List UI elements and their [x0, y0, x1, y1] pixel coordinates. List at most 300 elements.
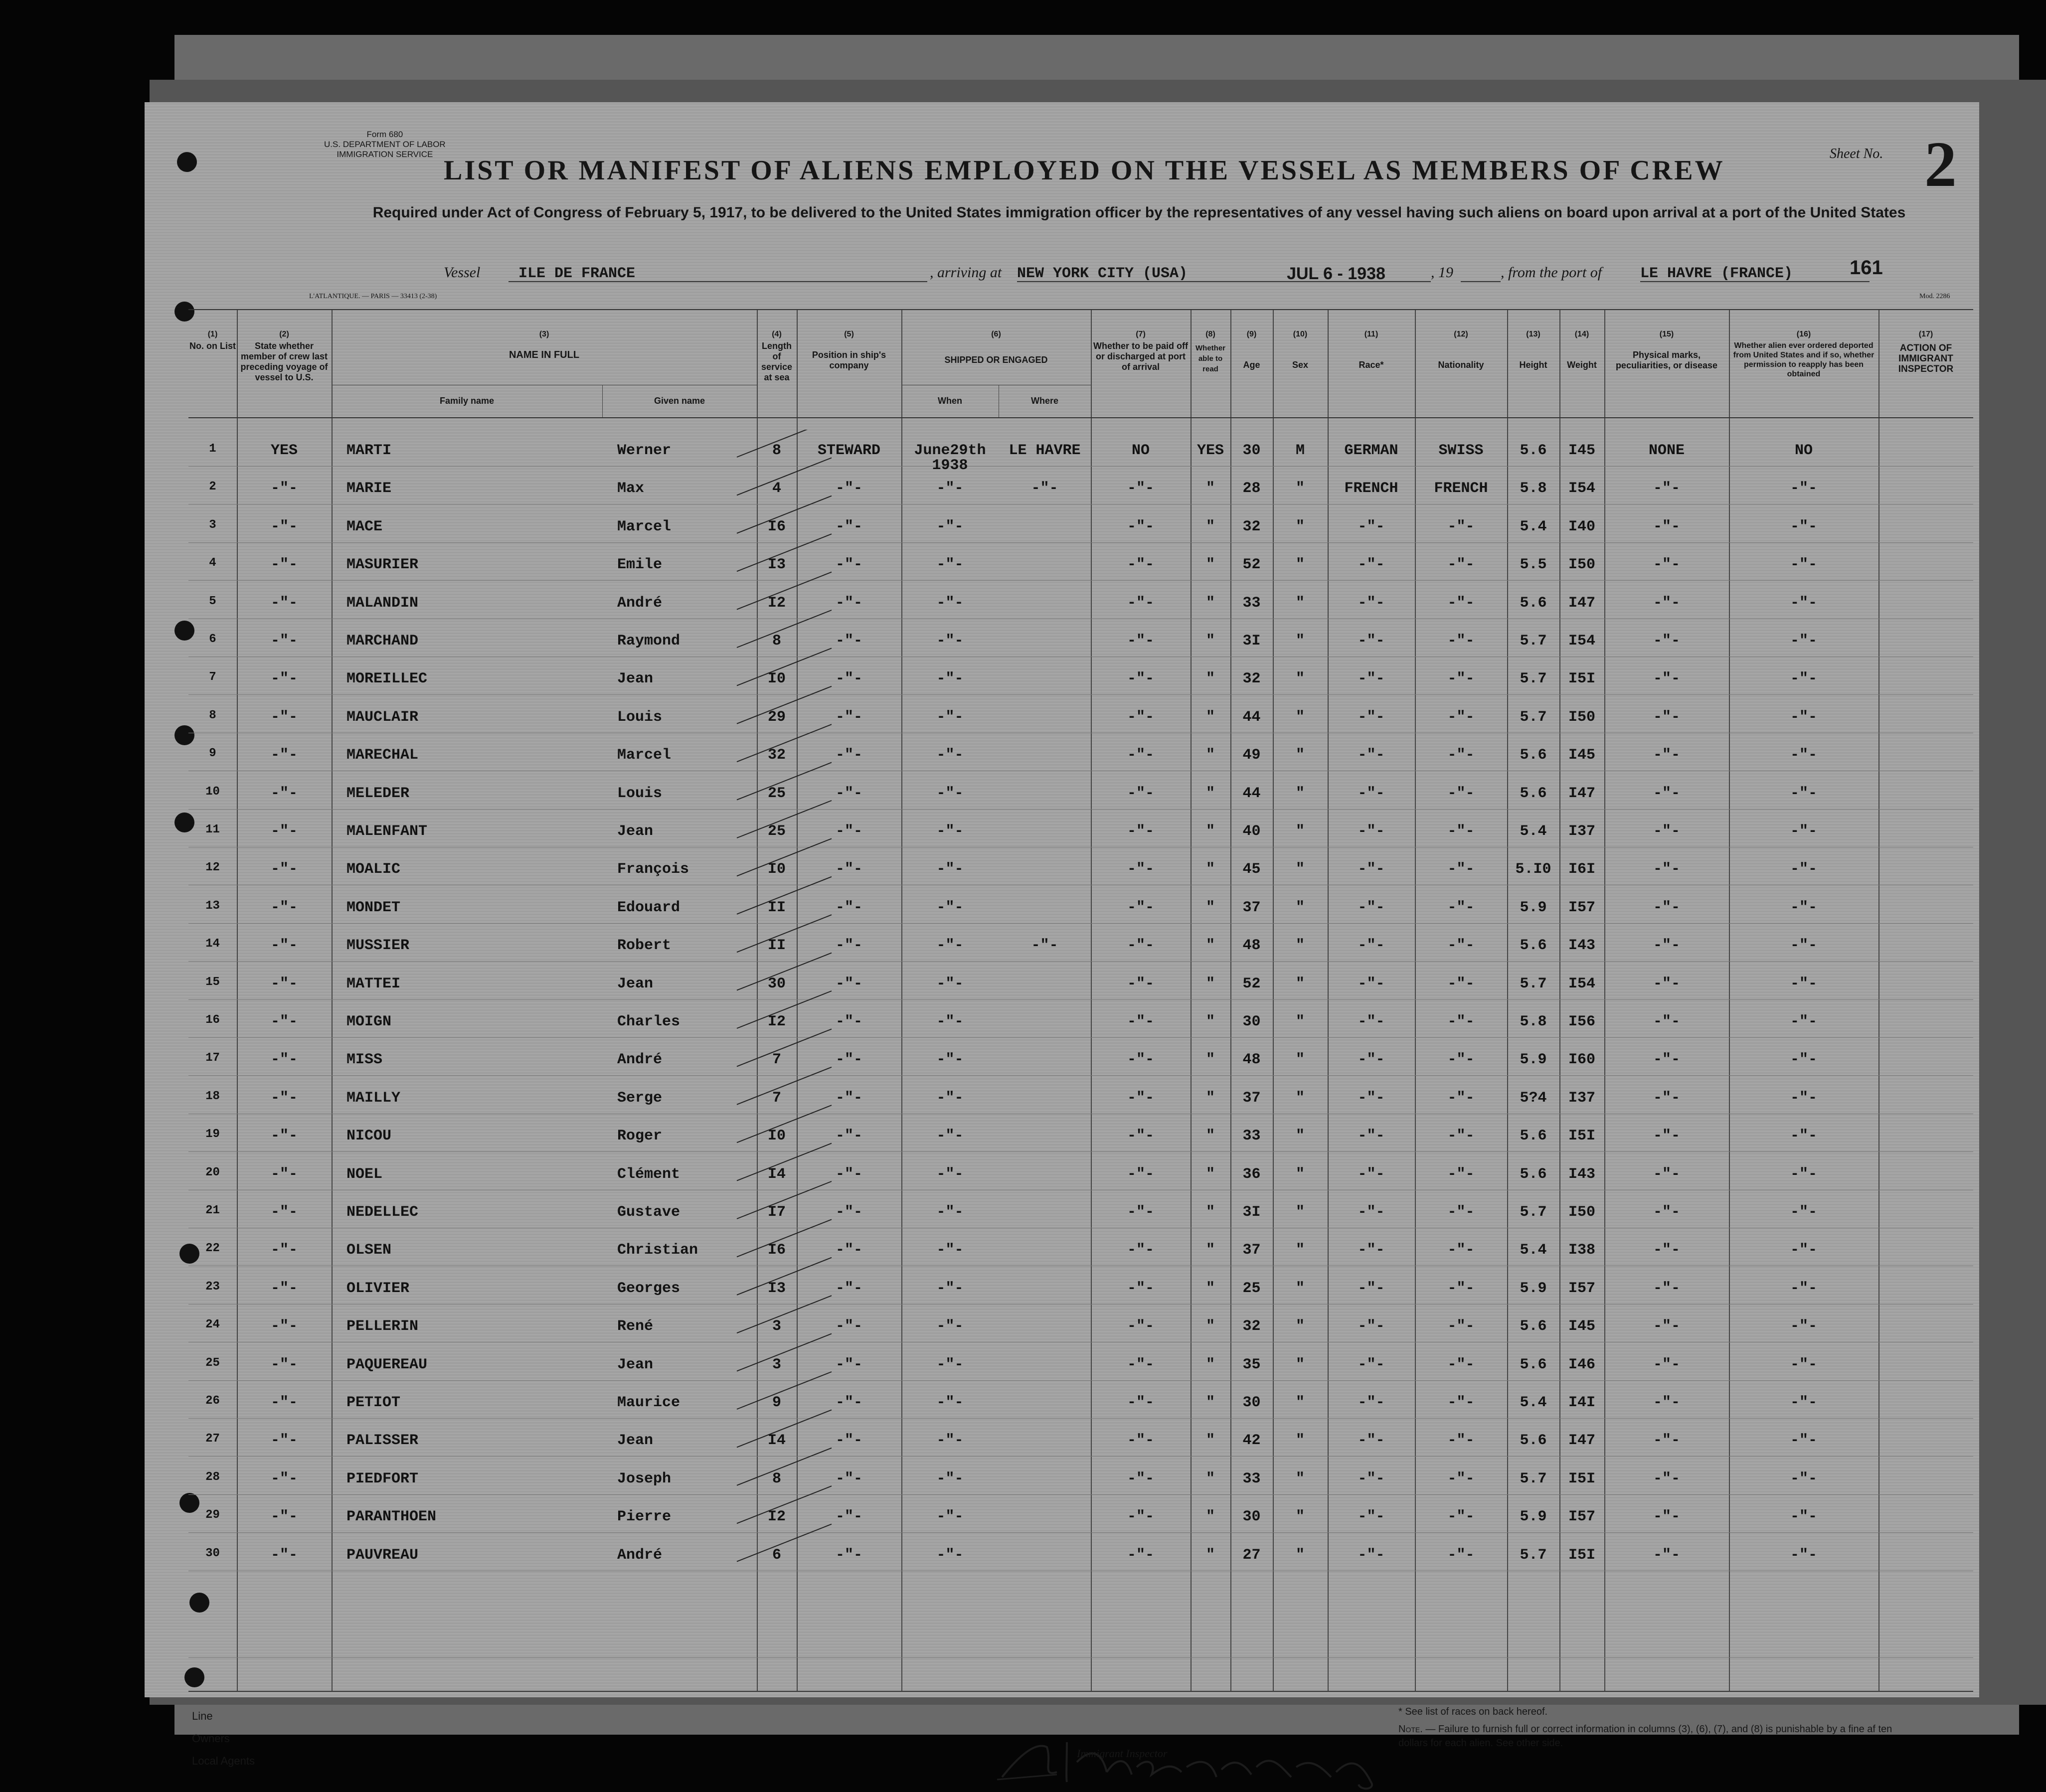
cell-previous-voyage: -"- [270, 1165, 298, 1183]
cell-paid-off: -"- [1127, 1013, 1154, 1030]
cell-race: -"- [1358, 975, 1385, 992]
cell-paid-off: -"- [1127, 937, 1154, 955]
cell-race: -"- [1358, 1051, 1385, 1069]
cell-shipped-when: -"- [936, 594, 964, 612]
cell-paid-off: NO [1131, 442, 1150, 459]
cell-shipped-when: -"- [936, 518, 964, 535]
cell-row-number: 19 [205, 1128, 220, 1141]
cell-position: -"- [835, 1165, 862, 1183]
cell-able-to-read: " [1205, 1470, 1215, 1487]
cell-sex: " [1295, 670, 1305, 688]
cell-able-to-read: " [1205, 708, 1215, 726]
cell-shipped-when: -"- [936, 937, 964, 955]
from-port: LE HAVRE (FRANCE) [1640, 265, 1793, 282]
cell-age: 44 [1242, 708, 1261, 726]
cell-paid-off: -"- [1127, 1356, 1154, 1373]
cell-shipped-when: -"- [936, 1089, 964, 1107]
cell-row-number: 29 [205, 1508, 220, 1522]
cell-age: 3I [1242, 633, 1261, 650]
cell-service-length: I6 [767, 518, 786, 535]
department: U.S. DEPARTMENT OF LABOR [324, 140, 446, 149]
cell-position: -"- [835, 975, 862, 992]
cell-able-to-read: " [1205, 1165, 1215, 1183]
cell-age: 49 [1242, 747, 1261, 764]
cell-paid-off: -"- [1127, 899, 1154, 916]
cell-row-number: 13 [205, 899, 220, 913]
cell-able-to-read: " [1205, 670, 1215, 688]
cell-service-length: I0 [767, 1128, 786, 1145]
cell-given-name: Jean [617, 823, 654, 840]
cell-row-number: 4 [209, 556, 216, 570]
cell-row-number: 28 [205, 1470, 220, 1484]
cell-physical-marks: -"- [1653, 708, 1680, 726]
cell-nationality: -"- [1447, 861, 1475, 878]
cell-physical-marks: -"- [1653, 747, 1680, 764]
cell-previous-voyage: -"- [270, 1089, 298, 1107]
cell-row-number: 1 [209, 442, 216, 456]
cell-position: -"- [835, 861, 862, 878]
cell-nationality: -"- [1447, 1280, 1475, 1297]
sheet-number: 2 [1924, 129, 1957, 200]
cell-age: 48 [1242, 937, 1261, 955]
cell-paid-off: -"- [1127, 1280, 1154, 1297]
cell-weight: I47 [1568, 594, 1595, 612]
cell-height: 5.9 [1520, 1508, 1547, 1526]
cell-row-number: 10 [205, 785, 220, 799]
cell-sex: " [1295, 594, 1305, 612]
cell-position: -"- [835, 1204, 862, 1221]
col-header-when: When [938, 396, 962, 406]
cell-sex: " [1295, 823, 1305, 840]
cell-nationality: -"- [1447, 670, 1475, 688]
cell-given-name: André [617, 594, 663, 612]
cell-able-to-read: " [1205, 633, 1215, 650]
cell-service-length: 7 [772, 1051, 781, 1069]
cell-family-name: MOALIC [346, 861, 401, 878]
cell-able-to-read: " [1205, 1546, 1215, 1564]
cell-previous-voyage: -"- [270, 1546, 298, 1564]
cell-family-name: PETIOT [346, 1394, 401, 1411]
cell-race: -"- [1358, 1280, 1385, 1297]
cell-shipped-when: June29th [914, 442, 986, 459]
cell-nationality: -"- [1447, 937, 1475, 955]
cell-given-name: Gustave [617, 1204, 681, 1221]
cell-race: -"- [1358, 1394, 1385, 1411]
cell-family-name: MOIGN [346, 1013, 392, 1030]
cell-age: 37 [1242, 1089, 1261, 1107]
cell-deported: -"- [1790, 1546, 1817, 1564]
cell-age: 40 [1242, 823, 1261, 840]
cell-service-length: 9 [772, 1394, 781, 1411]
cell-age: 28 [1242, 480, 1261, 497]
cell-shipped-when: -"- [936, 1280, 964, 1297]
cell-able-to-read: " [1205, 518, 1215, 535]
cell-race: -"- [1358, 1356, 1385, 1373]
cell-race: -"- [1358, 518, 1385, 535]
cell-row-number: 7 [209, 670, 216, 684]
cell-nationality: -"- [1447, 633, 1475, 650]
cell-deported: -"- [1790, 899, 1817, 916]
cell-physical-marks: -"- [1653, 594, 1680, 612]
cell-height: 5.7 [1520, 708, 1547, 726]
cell-paid-off: -"- [1127, 1051, 1154, 1069]
cell-previous-voyage: -"- [270, 1242, 298, 1259]
vessel-name: ILE DE FRANCE [518, 265, 636, 282]
cell-nationality: -"- [1447, 1508, 1475, 1526]
cell-shipped-when: -"- [936, 747, 964, 764]
arriving-at: NEW YORK CITY (USA) [1017, 265, 1188, 282]
cell-race: -"- [1358, 937, 1385, 955]
cell-race: FRENCH [1344, 480, 1398, 497]
cell-family-name: PIEDFORT [346, 1470, 419, 1487]
col-header-read: Whether able to read [1195, 344, 1225, 373]
cell-service-length: 3 [772, 1356, 781, 1373]
cell-weight: I4I [1568, 1394, 1595, 1411]
cell-service-length: I0 [767, 861, 786, 878]
inspector-signature [992, 1732, 1431, 1792]
cell-shipped-when: -"- [936, 670, 964, 688]
cell-paid-off: -"- [1127, 1508, 1154, 1526]
cell-service-length: 8 [772, 633, 781, 650]
cell-position: -"- [835, 1394, 862, 1411]
cell-given-name: Jean [617, 975, 654, 992]
cell-physical-marks: -"- [1653, 1318, 1680, 1335]
cell-deported: -"- [1790, 1089, 1817, 1107]
cell-sex: " [1295, 899, 1305, 916]
cell-service-length: 32 [767, 747, 786, 764]
col-header-previous-voyage: State whether member of crew last preceding voyage of vessel to U.S. [240, 341, 328, 382]
cell-family-name: MALENFANT [346, 823, 428, 840]
cell-given-name: Pierre [617, 1508, 672, 1526]
cell-physical-marks: -"- [1653, 1394, 1680, 1411]
cell-weight: I47 [1568, 785, 1595, 802]
cell-shipped-when: -"- [936, 1356, 964, 1373]
cell-given-name: Werner [617, 442, 672, 459]
cell-position: -"- [835, 1508, 862, 1526]
cell-previous-voyage: -"- [270, 1204, 298, 1221]
cell-paid-off: -"- [1127, 975, 1154, 992]
cell-row-number: 23 [205, 1280, 220, 1294]
cell-service-length: I3 [767, 556, 786, 574]
cell-able-to-read: " [1205, 975, 1215, 992]
cell-height: 5.6 [1520, 937, 1547, 955]
cell-shipped-when: -"- [936, 861, 964, 878]
cell-previous-voyage: -"- [270, 480, 298, 497]
cell-able-to-read: " [1205, 556, 1215, 574]
cell-nationality: -"- [1447, 823, 1475, 840]
cell-physical-marks: -"- [1653, 1128, 1680, 1145]
cell-sex: " [1295, 708, 1305, 726]
cell-nationality: -"- [1447, 899, 1475, 916]
cell-paid-off: -"- [1127, 1165, 1154, 1183]
cell-family-name: MOREILLEC [346, 670, 428, 688]
cell-family-name: OLIVIER [346, 1280, 410, 1297]
page-number: 161 [1850, 257, 1883, 279]
cell-height: 5.6 [1520, 1165, 1547, 1183]
cell-physical-marks: -"- [1653, 1165, 1680, 1183]
cell-able-to-read: " [1205, 480, 1215, 497]
cell-able-to-read: " [1205, 937, 1215, 955]
cell-shipped-when: -"- [936, 823, 964, 840]
col-header-where: Where [1030, 396, 1058, 406]
cell-service-length: I0 [767, 670, 786, 688]
cell-paid-off: -"- [1127, 1128, 1154, 1145]
cell-nationality: -"- [1447, 785, 1475, 802]
cell-shipped-when: -"- [936, 1242, 964, 1259]
cell-shipped-when: -"- [936, 1165, 964, 1183]
cell-sex: " [1295, 747, 1305, 764]
cell-nationality: -"- [1447, 708, 1475, 726]
cell-paid-off: -"- [1127, 518, 1154, 535]
col-header-name: NAME IN FULL [509, 349, 580, 360]
cell-height: 5.4 [1520, 1394, 1547, 1411]
cell-sex: " [1295, 785, 1305, 802]
cell-row-number: 16 [205, 1013, 220, 1027]
cell-previous-voyage: -"- [270, 594, 298, 612]
cell-deported: -"- [1790, 1432, 1817, 1450]
cell-age: 33 [1242, 1470, 1261, 1487]
cell-physical-marks: -"- [1653, 1280, 1680, 1297]
cell-sex: " [1295, 1470, 1305, 1487]
cell-shipped-when: -"- [936, 633, 964, 650]
cell-family-name: MACE [346, 518, 383, 535]
cell-shipped-when: -"- [936, 1013, 964, 1030]
cell-able-to-read: " [1205, 1318, 1215, 1335]
col-num: (7) [1136, 330, 1146, 338]
cell-deported: -"- [1790, 1013, 1817, 1030]
cell-position: -"- [835, 1280, 862, 1297]
cell-height: 5.7 [1520, 1470, 1547, 1487]
cell-physical-marks: -"- [1653, 1508, 1680, 1526]
cell-family-name: PARANTHOEN [346, 1508, 437, 1526]
cell-sex: " [1295, 1356, 1305, 1373]
cell-weight: I50 [1568, 1204, 1595, 1221]
cell-previous-voyage: -"- [270, 1356, 298, 1373]
cell-deported: -"- [1790, 1280, 1817, 1297]
cell-position: -"- [835, 899, 862, 916]
cell-row-number: 9 [209, 747, 216, 761]
cell-shipped-when: -"- [936, 1204, 964, 1221]
cell-deported: -"- [1790, 747, 1817, 764]
cell-physical-marks: -"- [1653, 1089, 1680, 1107]
cell-weight: I57 [1568, 1280, 1595, 1297]
cell-shipped-when: -"- [936, 1432, 964, 1450]
col-num: (16) [1796, 330, 1811, 338]
cell-height: 5.7 [1520, 670, 1547, 688]
vessel-label: Vessel [444, 264, 481, 281]
cell-physical-marks: -"- [1653, 975, 1680, 992]
cell-deported: -"- [1790, 1318, 1817, 1335]
cell-service-length: II [767, 899, 786, 916]
cell-able-to-read: " [1205, 785, 1215, 802]
cell-given-name: Joseph [617, 1470, 672, 1487]
cell-row-number: 15 [205, 975, 220, 989]
cell-physical-marks: -"- [1653, 556, 1680, 574]
cell-physical-marks: -"- [1653, 518, 1680, 535]
cell-weight: I56 [1568, 1013, 1595, 1030]
cell-deported: -"- [1790, 1508, 1817, 1526]
cell-shipped-when: -"- [936, 899, 964, 916]
cell-physical-marks: -"- [1653, 1546, 1680, 1564]
cell-weight: I57 [1568, 899, 1595, 916]
cell-age: 32 [1242, 670, 1261, 688]
cell-position: -"- [835, 556, 862, 574]
cell-service-length: 3 [772, 1318, 781, 1335]
cell-family-name: PAQUEREAU [346, 1356, 428, 1373]
cell-height: 5.4 [1520, 823, 1547, 840]
cell-position: -"- [835, 1546, 862, 1564]
cell-able-to-read: " [1205, 747, 1215, 764]
cell-service-length: II [767, 937, 786, 955]
cell-sex: " [1295, 1280, 1305, 1297]
cell-family-name: MASURIER [346, 556, 419, 574]
cell-nationality: -"- [1447, 1165, 1475, 1183]
cell-service-length: 25 [767, 785, 786, 802]
cell-paid-off: -"- [1127, 633, 1154, 650]
cell-given-name: Clément [617, 1165, 681, 1183]
cell-race: -"- [1358, 556, 1385, 574]
cell-previous-voyage: -"- [270, 1128, 298, 1145]
cell-nationality: -"- [1447, 1242, 1475, 1259]
cell-row-number: 17 [205, 1051, 220, 1065]
cell-position: -"- [835, 708, 862, 726]
cell-able-to-read: " [1205, 1051, 1215, 1069]
col-header-no: No. on List [189, 341, 236, 351]
cell-family-name: MARIE [346, 480, 392, 497]
col-header-shipped: SHIPPED OR ENGAGED [944, 355, 1048, 365]
cell-height: 5.5 [1520, 556, 1547, 574]
cell-race: GERMAN [1344, 442, 1398, 459]
cell-physical-marks: -"- [1653, 1242, 1680, 1259]
cell-able-to-read: " [1205, 1242, 1215, 1259]
cell-physical-marks: -"- [1653, 1013, 1680, 1030]
cell-given-name: Marcel [617, 518, 672, 535]
cell-row-number: 8 [209, 708, 216, 722]
cell-physical-marks: -"- [1653, 1051, 1680, 1069]
cell-given-name: Emile [617, 556, 663, 574]
cell-shipped-where: -"- [1031, 480, 1058, 497]
cell-physical-marks: -"- [1653, 1356, 1680, 1373]
cell-sex: " [1295, 1013, 1305, 1030]
cell-height: 5.9 [1520, 1280, 1547, 1297]
cell-able-to-read: YES [1196, 442, 1224, 459]
cell-nationality: -"- [1447, 1318, 1475, 1335]
cell-weight: I45 [1568, 442, 1595, 459]
cell-age: 48 [1242, 1051, 1261, 1069]
cell-previous-voyage: -"- [270, 670, 298, 688]
cell-sex: " [1295, 1165, 1305, 1183]
cell-sex: " [1295, 1318, 1305, 1335]
cell-deported: -"- [1790, 1204, 1817, 1221]
form-header [324, 130, 446, 160]
cell-physical-marks: -"- [1653, 861, 1680, 878]
cell-position: -"- [835, 1432, 862, 1450]
cell-deported: -"- [1790, 785, 1817, 802]
cell-service-length: I7 [767, 1204, 786, 1221]
col-num: (17) [1918, 330, 1933, 338]
cell-weight: I5I [1568, 1470, 1595, 1487]
cell-shipped-when: -"- [936, 1508, 964, 1526]
cell-shipped-where: -"- [1031, 937, 1058, 955]
cell-weight: I50 [1568, 708, 1595, 726]
cell-race: -"- [1358, 1013, 1385, 1030]
cell-deported: -"- [1790, 1051, 1817, 1069]
page-title: LIST OR MANIFEST OF ALIENS EMPLOYED ON THE VESSEL AS MEMBERS OF CREW [444, 155, 1725, 186]
service: IMMIGRATION SERVICE [337, 150, 433, 159]
cell-paid-off: -"- [1127, 1089, 1154, 1107]
cell-row-number: 26 [205, 1394, 220, 1408]
cell-nationality: -"- [1447, 1394, 1475, 1411]
cell-sex: " [1295, 518, 1305, 535]
cell-deported: -"- [1790, 670, 1817, 688]
col-num: (4) [772, 330, 782, 338]
cell-deported: -"- [1790, 861, 1817, 878]
cell-sex: " [1295, 1204, 1305, 1221]
cell-row-number: 27 [205, 1432, 220, 1446]
cell-nationality: -"- [1447, 1013, 1475, 1030]
cell-given-name: Jean [617, 670, 654, 688]
cell-service-length: 6 [772, 1546, 781, 1564]
cell-row-number: 21 [205, 1204, 220, 1217]
cell-deported: -"- [1790, 1470, 1817, 1487]
cell-service-length: I4 [767, 1165, 786, 1183]
cell-nationality: -"- [1447, 1204, 1475, 1221]
col-num: (8) [1205, 330, 1215, 338]
cell-position: -"- [835, 1013, 862, 1030]
cell-position: -"- [835, 747, 862, 764]
cell-position: -"- [835, 518, 862, 535]
cell-given-name: Max [617, 480, 645, 497]
cell-sex: " [1295, 633, 1305, 650]
cell-given-name: Jean [617, 1356, 654, 1373]
cell-deported: -"- [1790, 1128, 1817, 1145]
cell-sex: " [1295, 861, 1305, 878]
cell-physical-marks: -"- [1653, 785, 1680, 802]
cell-age: 3I [1242, 1204, 1261, 1221]
cell-weight: I45 [1568, 747, 1595, 764]
cell-nationality: FRENCH [1434, 480, 1488, 497]
cell-previous-voyage: -"- [270, 708, 298, 726]
cell-deported: -"- [1790, 480, 1817, 497]
col-header-paid-off: Whether to be paid off or discharged at port of arrival [1093, 341, 1188, 372]
cell-shipped-when: -"- [936, 1318, 964, 1335]
cell-able-to-read: " [1205, 1508, 1215, 1526]
cell-age: 45 [1242, 861, 1261, 878]
sheet-label: Sheet No. [1830, 146, 1883, 162]
cell-race: -"- [1358, 1165, 1385, 1183]
cell-sex: " [1295, 1128, 1305, 1145]
cell-weight: I45 [1568, 1318, 1595, 1335]
cell-weight: I57 [1568, 1508, 1595, 1526]
col-header-race: Race* [1359, 360, 1384, 370]
col-header-weight: Weight [1567, 360, 1597, 370]
requirement-text: Required under Act of Congress of February 5, 1917, to be delivered to the United States immigration officer by the representatives of any vessel having such aliens on board upon arrival at a port of the United States [372, 204, 1906, 221]
cell-deported: -"- [1790, 1356, 1817, 1373]
cell-previous-voyage: -"- [270, 785, 298, 802]
cell-age: 30 [1242, 1013, 1261, 1030]
cell-nationality: -"- [1447, 1051, 1475, 1069]
cell-position: -"- [835, 1242, 862, 1259]
cell-weight: I54 [1568, 975, 1595, 992]
cell-deported: -"- [1790, 937, 1817, 955]
cell-paid-off: -"- [1127, 1470, 1154, 1487]
cell-physical-marks: -"- [1653, 1204, 1680, 1221]
cell-given-name: Edouard [617, 899, 681, 916]
cell-previous-voyage: -"- [270, 899, 298, 916]
cell-previous-voyage: -"- [270, 747, 298, 764]
cell-physical-marks: -"- [1653, 670, 1680, 688]
cell-deported: -"- [1790, 1242, 1817, 1259]
